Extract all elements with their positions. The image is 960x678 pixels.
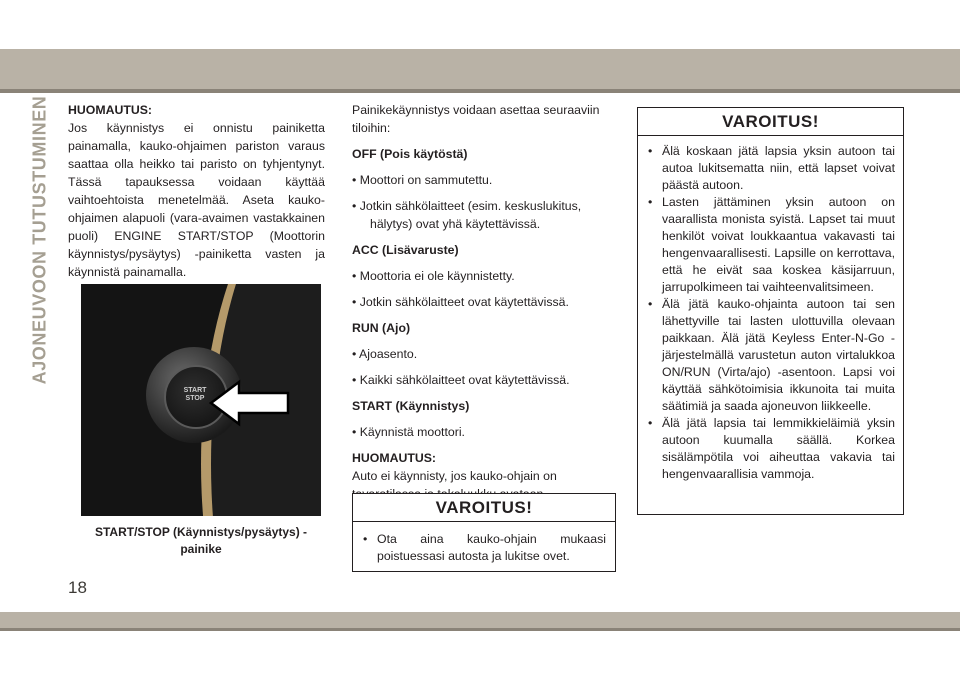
note-heading-2: HUOMAUTUS: bbox=[352, 451, 437, 465]
warning-item: • Älä jätä kauko-ohjainta autoon tai sen lähettyville tai lasten ulottuvilla olevaan paikkaan. Älä jätä Keyless Enter-N-Go -järjestelmällä varustetun auton virtalukkoa ON/RUN (Virta/ajo) -asentoon. Lapsi voi käyttää sähkötoimisia ikkunoita tai muita säätimiä ja saada ajoneuvon liikkeelle. bbox=[642, 296, 895, 415]
note-text: Jos käynnistys ei onnistu painiketta painamalla, kauko-ohjaimen pariston varaus saattaa olla heikko tai paristo on tyhjentynyt. Tässä tapauksessa voidaan käyttää vaihtoehtoista menetelmää. Aseta kauko-ohjaimen alapuoli (vara-avaimen vastakkainen puoli) ENGINE START/STOP (Moottorin käynnistys/pysäytys) -painiketta vasten ja käynnistä painamalla. bbox=[68, 121, 325, 279]
acc-item: • Moottoria ei ole käynnistetty. bbox=[352, 269, 515, 283]
note-heading: HUOMAUTUS: bbox=[68, 103, 153, 117]
header-band bbox=[0, 49, 960, 89]
run-heading: RUN (Ajo) bbox=[352, 321, 411, 335]
warning-list-2 bbox=[638, 136, 903, 483]
column-1 bbox=[68, 101, 325, 281]
start-heading: START (Käynnistys) bbox=[352, 399, 470, 413]
run-item: • Kaikki sähkölaitteet ovat käytettävissä. bbox=[352, 373, 570, 387]
acc-item: • Jotkin sähkölaitteet ovat käytettävissä. bbox=[352, 295, 569, 309]
footer-band-line bbox=[0, 628, 960, 631]
acc-heading: ACC (Lisävaruste) bbox=[352, 243, 459, 257]
header-band-line bbox=[0, 89, 960, 93]
start-item: • Käynnistä moottori. bbox=[352, 425, 465, 439]
chapter-side-tab-label: AJONEUVOON TUTUSTUMINEN bbox=[29, 95, 50, 385]
warning-box-2 bbox=[637, 107, 904, 515]
run-item: • Ajoasento. bbox=[352, 347, 418, 361]
figure-caption: START/STOP (Käynnistys/pysäytys) -painike bbox=[94, 525, 308, 556]
button-label-start: START bbox=[183, 387, 207, 394]
note-text-2: Auto ei käynnisty, jos kauko-ohjain on bbox=[352, 469, 557, 483]
page-number: 18 bbox=[68, 578, 87, 597]
off-item: • Jotkin sähkölaitteet (esim. keskuslukitus, hälytys) ovat yhä käytettävissä. bbox=[352, 199, 582, 231]
pointer-arrow-icon bbox=[209, 379, 291, 427]
warning-box-1 bbox=[352, 493, 616, 572]
warning-item: • Älä koskaan jätä lapsia yksin autoon tai autoa lukitsematta niin, että lapset voivat päästä autoon. bbox=[642, 143, 895, 194]
button-label-stop: STOP bbox=[185, 395, 205, 402]
warning-item: • Lasten jättäminen yksin autoon on vaarallista monista syistä. Lapset tai muut henkilöt voivat loukkaantua vakavasti tai hengenvaarallisesti. Lapsille on kerrottava, että he eivät saa koskea käsijarruun, jarrupolkimeen tai vaihteenvalitsimeen. bbox=[642, 194, 895, 296]
warning-title-2: VAROITUS! bbox=[638, 108, 903, 136]
footer-band bbox=[0, 612, 960, 628]
column-2 bbox=[352, 101, 614, 503]
off-heading: OFF (Pois käytöstä) bbox=[352, 147, 468, 161]
chapter-side-tab bbox=[28, 95, 52, 385]
warning-title: VAROITUS! bbox=[353, 494, 615, 522]
modes-intro: Painikekäynnistys voidaan asettaa seuraaviin tiloihin: bbox=[352, 103, 600, 135]
warning-item: • Älä jätä lapsia tai lemmikkieläimiä yksin autoon kuumalla säällä. Korkea sisälämpötila voi aiheuttaa vakavia tai hengenvaarallisia vammoja. bbox=[642, 415, 895, 483]
off-item: • Moottori on sammutettu. bbox=[352, 173, 493, 187]
start-stop-button-photo bbox=[81, 284, 321, 516]
warning-list bbox=[353, 522, 615, 565]
warning-item: • Ota aina kauko-ohjain mukaasi poistuessasi autosta ja lukitse ovet. bbox=[357, 531, 606, 565]
